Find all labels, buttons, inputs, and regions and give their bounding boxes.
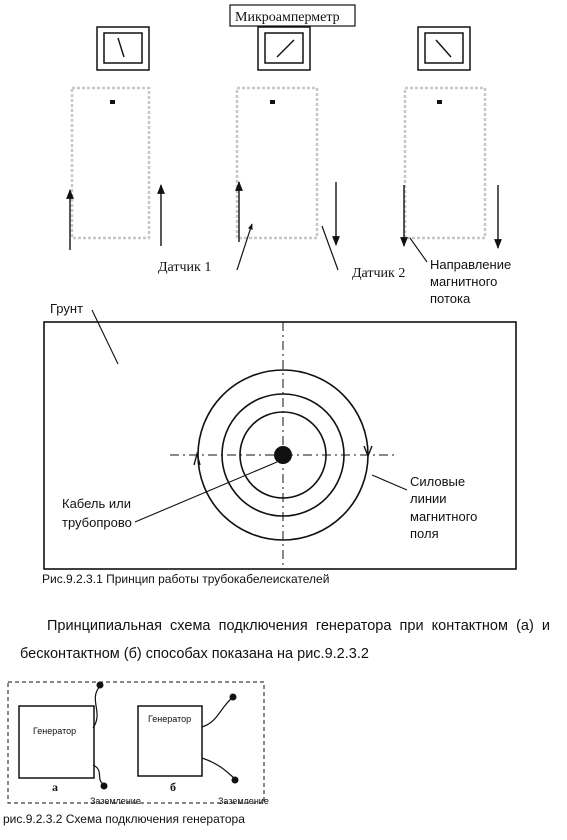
meter-icon (258, 27, 310, 70)
field-direction-arrow (194, 454, 200, 465)
sensor-coil (72, 88, 149, 238)
ground-b-label: Заземление (218, 796, 269, 806)
generator-a (19, 706, 94, 778)
paragraph-line-2: бесконтактном (б) способах показана на рис.9.2.3.2 (20, 646, 369, 662)
sensor-coil (237, 88, 317, 238)
svg-text:Генератор: Генератор (33, 726, 77, 736)
svg-text:поля: поля (410, 526, 439, 541)
terminal-dot (232, 777, 239, 784)
generator-b (138, 706, 202, 776)
svg-text:Силовые: Силовые (410, 474, 466, 489)
cable-leader (135, 462, 277, 522)
field-lines-label (410, 474, 477, 541)
body-paragraph (20, 612, 550, 668)
ground-a-label: Заземление (90, 796, 141, 806)
cable-dot (274, 446, 292, 464)
svg-text:линии: линии (410, 491, 447, 506)
paragraph-line-1: Принципиальная схема подключения генератора при контактном (а) и (47, 618, 550, 634)
sensor-coil (405, 88, 485, 238)
svg-text:трубопрово: трубопрово (62, 515, 132, 530)
figure-2-caption: рис.9.2.3.2 Схема подключения генератора (3, 812, 245, 826)
ground-b-lead (202, 758, 234, 778)
field-lines-leader (372, 475, 407, 490)
meter-icon (418, 27, 470, 70)
meter-icon (97, 27, 149, 70)
sensor-2-label: Датчик 2 (352, 266, 406, 281)
svg-text:Направление: Направление (430, 257, 512, 272)
svg-text:Генератор: Генератор (148, 714, 192, 724)
flux-label-leader (410, 238, 427, 262)
ground-box (44, 322, 516, 569)
svg-text:магнитного: магнитного (410, 509, 478, 524)
svg-text:Кабель или: Кабель или (62, 496, 131, 511)
letter-b: б (170, 780, 176, 794)
svg-text:потока: потока (430, 291, 471, 306)
ground-label: Грунт (50, 301, 84, 316)
svg-text:магнитного: магнитного (430, 274, 498, 289)
microammeter-label (230, 5, 355, 26)
terminal-dot (230, 694, 237, 701)
generator-b-lead (202, 698, 232, 727)
cable-label (62, 496, 132, 530)
svg-text:Микроамперметр: Микроамперметр (235, 10, 340, 25)
terminal-dot (97, 682, 104, 689)
flux-direction-label (430, 257, 511, 306)
figure-1-caption: Рис.9.2.3.1 Принцип работы трубокабелеискателей (42, 572, 330, 586)
sensor-1-label: Датчик 1 (158, 260, 212, 275)
letter-a: а (52, 780, 58, 794)
terminal-dot (101, 783, 108, 790)
ground-leader (92, 310, 118, 364)
